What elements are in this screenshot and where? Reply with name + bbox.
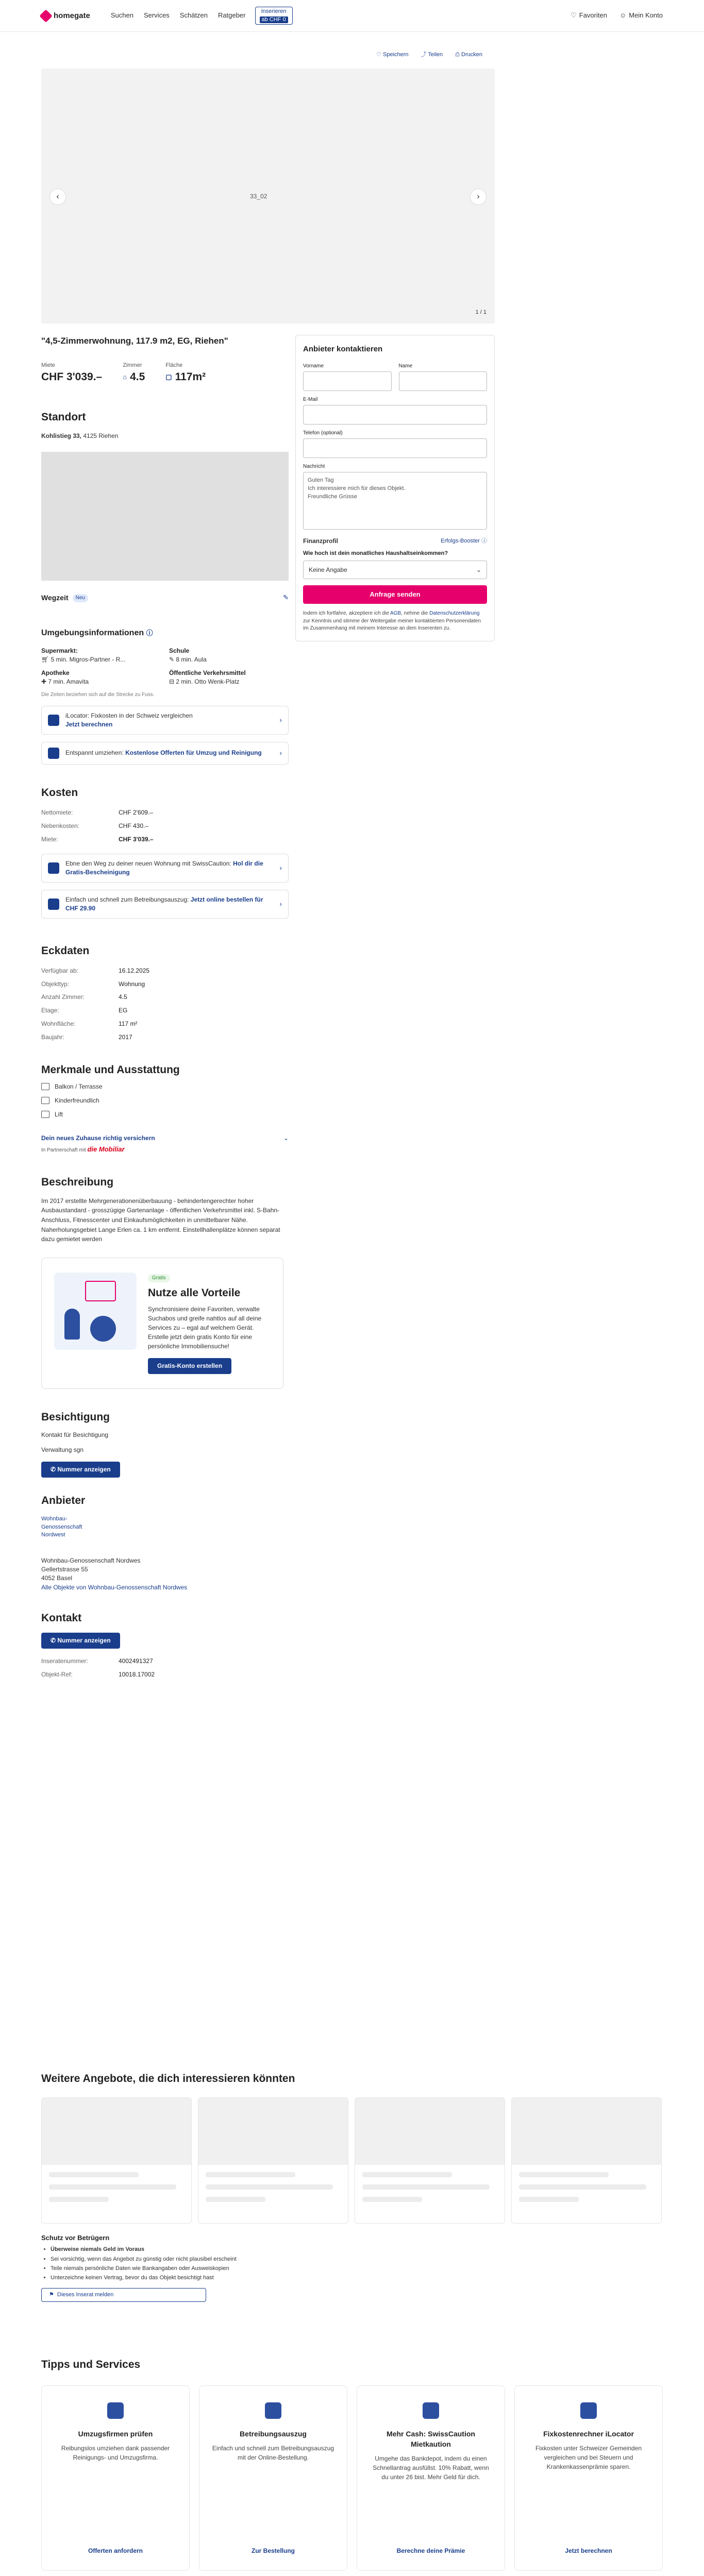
phone-icon: ✆ bbox=[51, 1637, 58, 1645]
tips-services bbox=[41, 2357, 663, 2571]
child-icon bbox=[41, 1097, 49, 1104]
chevron-down-icon: ⌄ bbox=[476, 566, 481, 573]
area-value: 117m² bbox=[175, 371, 206, 383]
tip-link[interactable]: Berechne deine Prämie bbox=[396, 2547, 465, 2554]
phone-label: Telefon (optional) bbox=[303, 430, 343, 436]
pencil-icon[interactable]: ✎ bbox=[283, 594, 289, 602]
gallery-next-button[interactable] bbox=[470, 189, 487, 205]
house-icon: ⌂ bbox=[123, 372, 127, 381]
pharmacy-icon: ✚ bbox=[41, 678, 48, 686]
flag-icon: ⚑ bbox=[49, 2291, 54, 2298]
picture-frame-icon bbox=[85, 1281, 116, 1301]
heart-icon: ♡ bbox=[571, 11, 577, 20]
offer-card-placeholder[interactable] bbox=[198, 2097, 348, 2224]
chevron-down-icon: ⌄ bbox=[283, 1134, 289, 1142]
account-link[interactable] bbox=[619, 11, 663, 20]
wegzeit-label: Wegzeit bbox=[41, 593, 69, 602]
chevron-right-icon: › bbox=[279, 899, 282, 908]
shield-icon bbox=[423, 2402, 439, 2419]
benefits-text: Synchronisiere deine Favoriten, verwalte Suchabos und greife nahtlos auf all deine Services zu – egal auf welchem Gerät. Erstelle jetzt dein gratis Konto für eine persönliche Immobiliensuche! bbox=[148, 1306, 262, 1350]
environment-note: Die Zeiten beziehen sich auf die Strecke zu Fuss. bbox=[41, 691, 155, 698]
plant-icon bbox=[64, 1309, 80, 1340]
print-button[interactable] bbox=[455, 51, 482, 59]
viewing-phone-button[interactable]: ✆ Nummer anzeigen bbox=[41, 1462, 120, 1478]
chevron-left-icon: ‹ bbox=[56, 192, 59, 201]
tip-card: Fixkostenrechner iLocator Fixkosten unter Schweizer Gemeinden vergleichen und bei Steuern und Krankenkassenprämie sparen. Jetzt berechnen bbox=[514, 2385, 663, 2571]
chevron-right-icon: › bbox=[279, 863, 282, 872]
finance-profile-row bbox=[303, 537, 487, 546]
info-icon[interactable]: ⓘ bbox=[146, 629, 153, 637]
env-item: Schule ✎ 8 min. Aula bbox=[169, 647, 207, 663]
benefits-card bbox=[41, 1258, 283, 1389]
rooms-label: Zimmer bbox=[123, 362, 142, 368]
map-icon bbox=[580, 2402, 597, 2419]
gallery-counter: 1 / 1 bbox=[475, 309, 487, 315]
tip-link[interactable]: Jetzt berechnen bbox=[565, 2547, 612, 2554]
moving-promo[interactable]: Entspannt umziehen: Kostenlose Offerten für Umzug und Reinigung › bbox=[41, 742, 289, 765]
environment-heading: Umgebungsinformationen ⓘ bbox=[41, 629, 153, 638]
income-question: Wie hoch ist dein monatliches Haushaltseinkommen? bbox=[303, 550, 448, 556]
offer-cards bbox=[41, 2097, 663, 2224]
viewing-heading: Besichtigung bbox=[41, 1411, 110, 1423]
email-input[interactable] bbox=[303, 405, 487, 425]
env-item: Öffentliche Verkehrsmittel ⊟ 2 min. Otto Wenk-Platz bbox=[169, 669, 246, 686]
document-icon bbox=[48, 899, 59, 910]
contact-form-title: Anbieter kontaktieren bbox=[303, 345, 383, 353]
provider-city: 4052 Basel bbox=[41, 1574, 73, 1582]
gallery-prev-button[interactable] bbox=[49, 189, 66, 205]
share-label: Teilen bbox=[428, 52, 443, 58]
description-heading: Beschreibung bbox=[41, 1176, 114, 1189]
location-map[interactable] bbox=[41, 452, 289, 581]
account-label: Mein Konto bbox=[629, 11, 663, 20]
provider-street: Gellertstrasse 55 bbox=[41, 1565, 88, 1573]
fact-area bbox=[165, 362, 206, 385]
contact-phone-button[interactable]: ✆ Nummer anzeigen bbox=[41, 1633, 120, 1649]
rent-value: CHF 3'039.– bbox=[41, 371, 103, 383]
cat-icon bbox=[90, 1316, 116, 1342]
feature-item: Kinderfreundlich bbox=[41, 1096, 289, 1105]
area-icon: ▢ bbox=[165, 372, 172, 381]
env-item: Supermarkt: 🛒︎ 5 min. Migros-Partner - R... bbox=[41, 647, 126, 663]
heart-icon: ♡ bbox=[376, 52, 383, 58]
user-icon: ☺ bbox=[619, 11, 627, 20]
school-icon: ✎ bbox=[169, 655, 176, 663]
offer-card-placeholder[interactable] bbox=[355, 2097, 505, 2224]
report-listing-button[interactable]: ⚑ Dieses Inserat melden bbox=[41, 2288, 206, 2302]
brand-name: homegate bbox=[54, 11, 90, 20]
listing-actions bbox=[0, 32, 704, 64]
tip-card: Mehr Cash: SwissCaution Mietkaution Umgehe das Bankdepot, indem du einen Schnellantrag ausfüllst. 10% Rabatt, wenn du unter 26 bist. Mehr Geld für dich. Berechne deine Prämie bbox=[357, 2385, 505, 2571]
privacy-link[interactable]: Datenschutzerklärung bbox=[429, 611, 480, 617]
area-label: Fläche bbox=[165, 362, 183, 368]
main-column bbox=[41, 335, 289, 1679]
box-icon bbox=[107, 2402, 124, 2419]
rent-label: Miete bbox=[41, 362, 55, 368]
fraud-heading: Schutz vor Betrügern bbox=[41, 2234, 110, 2242]
details-heading: Eckdaten bbox=[41, 944, 90, 957]
insert-button[interactable] bbox=[255, 7, 293, 24]
chevron-right-icon: › bbox=[279, 748, 282, 757]
main-nav bbox=[111, 11, 246, 20]
finance-label: Finanzprofil bbox=[303, 537, 338, 545]
address-city: 4125 Riehen bbox=[81, 432, 119, 439]
income-select[interactable]: Keine Angabe ⌄ bbox=[303, 561, 487, 579]
provider-heading: Anbieter bbox=[41, 1494, 86, 1506]
benefits-title: Nutze alle Vorteile bbox=[148, 1286, 241, 1299]
chevron-right-icon: › bbox=[279, 715, 282, 724]
new-badge: Neu bbox=[73, 594, 88, 602]
swisscaution-promo[interactable]: Ebne den Weg zu deiner neuen Wohnung mit SwissCaution: Hol dir die Gratis-Bescheinigung › bbox=[41, 854, 289, 883]
contact-table: Inseratenummer: 4002491327 Objekt-Ref: 10018.17002 bbox=[41, 1657, 155, 1678]
tip-card: Umzugsfirmen prüfen Reibungslos umziehen dank passender Reinigungs- und Umzugsfirma. Offerten anfordern bbox=[41, 2385, 190, 2571]
lift-icon bbox=[41, 1111, 49, 1118]
fact-rent bbox=[41, 362, 102, 385]
details-table: Verfügbar ab: 16.12.2025 Objekttyp: Wohnung Anzahl Zimmer: 4.5 Etage: EG Wohnfläche: 117 m² Baujahr: 2017 bbox=[41, 967, 150, 1041]
mobiliar-logo: die Mobiliar bbox=[87, 1145, 125, 1154]
last-name-input[interactable] bbox=[399, 371, 488, 391]
costs-table: Nettomiete: CHF 2'609.– Nebenkosten: CHF 430.– Miete: CHF 3'039.– bbox=[41, 808, 154, 843]
more-offers bbox=[41, 2071, 663, 2224]
fact-rooms bbox=[123, 362, 145, 385]
top-header bbox=[0, 0, 704, 32]
env-item: Apotheke ✚ 7 min. Amavita bbox=[41, 669, 89, 686]
logo-mark-icon bbox=[39, 9, 52, 22]
image-gallery[interactable] bbox=[41, 69, 495, 324]
costs-heading: Kosten bbox=[41, 786, 78, 799]
header-right bbox=[571, 11, 663, 20]
ilocator-promo[interactable]: iLocator: Fixkosten in der Schweiz vergleichen Jetzt berechnen › bbox=[41, 706, 289, 735]
document-icon bbox=[48, 862, 59, 874]
favorites-link[interactable] bbox=[571, 11, 607, 20]
description-text: Im 2017 erstellte Mehrgenerationenüberbauung - behindertengerechter hoher Ausbaustandard - grosszügige Gartenanlage - öffentlichen Verkehrsmittel inkl. S-Bahn-Anschluss, Fitnesscenter und Einkaufsmöglichkeiten in unmittelbarer Nähe. Naherholungsgebiet Lange Erlen ca. 1 km entfernt. Einstellhallenplätze können separat dazu gemietet werden bbox=[41, 1197, 280, 1243]
gallery-image-alt: 33_02 bbox=[250, 193, 267, 200]
balcony-icon bbox=[41, 1083, 49, 1090]
create-account-button[interactable]: Gratis-Konto erstellen bbox=[148, 1358, 231, 1374]
send-request-button[interactable]: Anfrage senden bbox=[303, 585, 487, 604]
insurance-link[interactable]: Dein neues Zuhause richtig versichern bbox=[41, 1134, 155, 1142]
viewing-contact-name: Verwaltung sgn bbox=[41, 1446, 84, 1454]
truck-icon bbox=[48, 748, 59, 759]
provider-logo: Wohnbau-Genossenschaft Nordwest bbox=[41, 1516, 82, 1538]
tip-link[interactable]: Zur Bestellung bbox=[251, 2547, 295, 2554]
nav-services[interactable]: Services bbox=[143, 11, 170, 20]
features-heading: Merkmale und Ausstattung bbox=[41, 1063, 180, 1076]
fraud-list: • Überweise niemals Geld im Voraus • Sei vorsichtig, wenn das Angebot zu günstig oder nicht plausibel erscheint • Teile niemals persönliche Daten wie Bankangaben oder Ausweiskopien • Unterzeichne keinen Vertrag, bevor du das Objekt besichtigt hast bbox=[51, 2246, 258, 2282]
feature-item: Balkon / Terrasse bbox=[41, 1082, 289, 1091]
feature-item: Lift bbox=[41, 1110, 289, 1119]
more-offers-heading: Weitere Angebote, die dich interessieren könnten bbox=[41, 2073, 295, 2084]
finance-badge: Erfolgs-Booster ⓘ bbox=[441, 537, 487, 544]
phone-input[interactable] bbox=[303, 438, 487, 458]
message-textarea[interactable]: Guten Tag Ich interessiere mich für dieses Objekt. Freundliche Grüsse bbox=[303, 472, 487, 530]
message-label: Nachricht bbox=[303, 464, 325, 469]
tip-card: Betreibungsauszug Einfach und schnell zum Betreibungsauszug mit der Online-Bestellung. Zur Bestellung bbox=[199, 2385, 347, 2571]
insert-price: ab CHF 0 bbox=[260, 16, 288, 23]
features-list bbox=[41, 1082, 289, 1118]
consent-text: Indem ich fortfahre, akzeptiere ich die AGB, nehme die Datenschutzerklärung zur Kenntnis und stimme der Weitergabe meiner kontaktierten Personendaten im Zusammenhang mit meinem Interesse an dem Inserenten zu. bbox=[303, 611, 481, 632]
key-facts bbox=[41, 362, 289, 385]
gratis-badge: Gratis bbox=[148, 1274, 170, 1282]
email-label: E-Mail bbox=[303, 397, 318, 402]
share-button[interactable] bbox=[421, 51, 443, 59]
address-street: Kohlistieg 33, bbox=[41, 432, 82, 439]
provider-name: Wohnbau-Genossenschaft Nordwes bbox=[41, 1557, 141, 1565]
info-icon[interactable]: ⓘ bbox=[481, 537, 487, 544]
provider-objects-link[interactable]: Alle Objekte von Wohnbau-Genossenschaft Nordwes bbox=[41, 1583, 188, 1591]
environment-grid bbox=[41, 647, 289, 686]
offer-card-placeholder[interactable] bbox=[41, 2097, 192, 2224]
last-name-label: Name bbox=[398, 363, 413, 369]
share-icon: ⤴ bbox=[421, 52, 428, 58]
tips-heading: Tipps und Services bbox=[41, 2359, 141, 2370]
fraud-protection bbox=[41, 2233, 258, 2302]
rooms-value: 4.5 bbox=[130, 371, 145, 383]
insurance-partner: In Partnerschaft mit die Mobiliar bbox=[41, 1145, 125, 1154]
offer-card-placeholder[interactable] bbox=[511, 2097, 662, 2224]
agb-link[interactable]: AGB bbox=[390, 611, 401, 617]
homegate-logo[interactable] bbox=[41, 10, 90, 21]
print-icon: ⎙ bbox=[455, 52, 462, 58]
save-button[interactable] bbox=[376, 51, 408, 59]
address bbox=[41, 432, 289, 440]
insert-label: Inserieren bbox=[261, 8, 287, 15]
contact-form bbox=[295, 335, 495, 641]
save-label: Speichern bbox=[383, 52, 409, 58]
contact-heading: Kontakt bbox=[41, 1612, 82, 1624]
benefits-illustration bbox=[54, 1273, 137, 1350]
wegzeit-row[interactable] bbox=[41, 593, 289, 603]
print-label: Drucken bbox=[461, 52, 482, 58]
location-heading: Standort bbox=[41, 411, 86, 423]
document-icon bbox=[265, 2402, 281, 2419]
tip-link[interactable]: Offerten anfordern bbox=[88, 2547, 143, 2554]
betreibung-promo[interactable]: Einfach und schnell zum Betreibungsauszug: Jetzt online bestellen für CHF 29.90 › bbox=[41, 890, 289, 919]
insurance-row[interactable] bbox=[41, 1134, 289, 1143]
first-name-input[interactable] bbox=[303, 371, 392, 391]
viewing-contact-label: Kontakt für Besichtigung bbox=[41, 1431, 109, 1439]
favorites-label: Favoriten bbox=[579, 11, 607, 20]
nav-schaetzen[interactable]: Schätzen bbox=[179, 11, 208, 20]
cart-icon: 🛒︎ bbox=[41, 655, 51, 663]
transit-icon: ⊟ bbox=[169, 678, 176, 686]
nav-suchen[interactable]: Suchen bbox=[110, 11, 133, 20]
calculator-icon bbox=[48, 715, 59, 726]
nav-ratgeber[interactable]: Ratgeber bbox=[218, 11, 246, 20]
listing-title: "4,5-Zimmerwohnung, 117.9 m2, EG, Riehen" bbox=[41, 336, 228, 346]
first-name-label: Vorname bbox=[303, 363, 324, 369]
phone-icon: ✆ bbox=[51, 1465, 58, 1473]
chevron-right-icon: › bbox=[477, 192, 480, 201]
